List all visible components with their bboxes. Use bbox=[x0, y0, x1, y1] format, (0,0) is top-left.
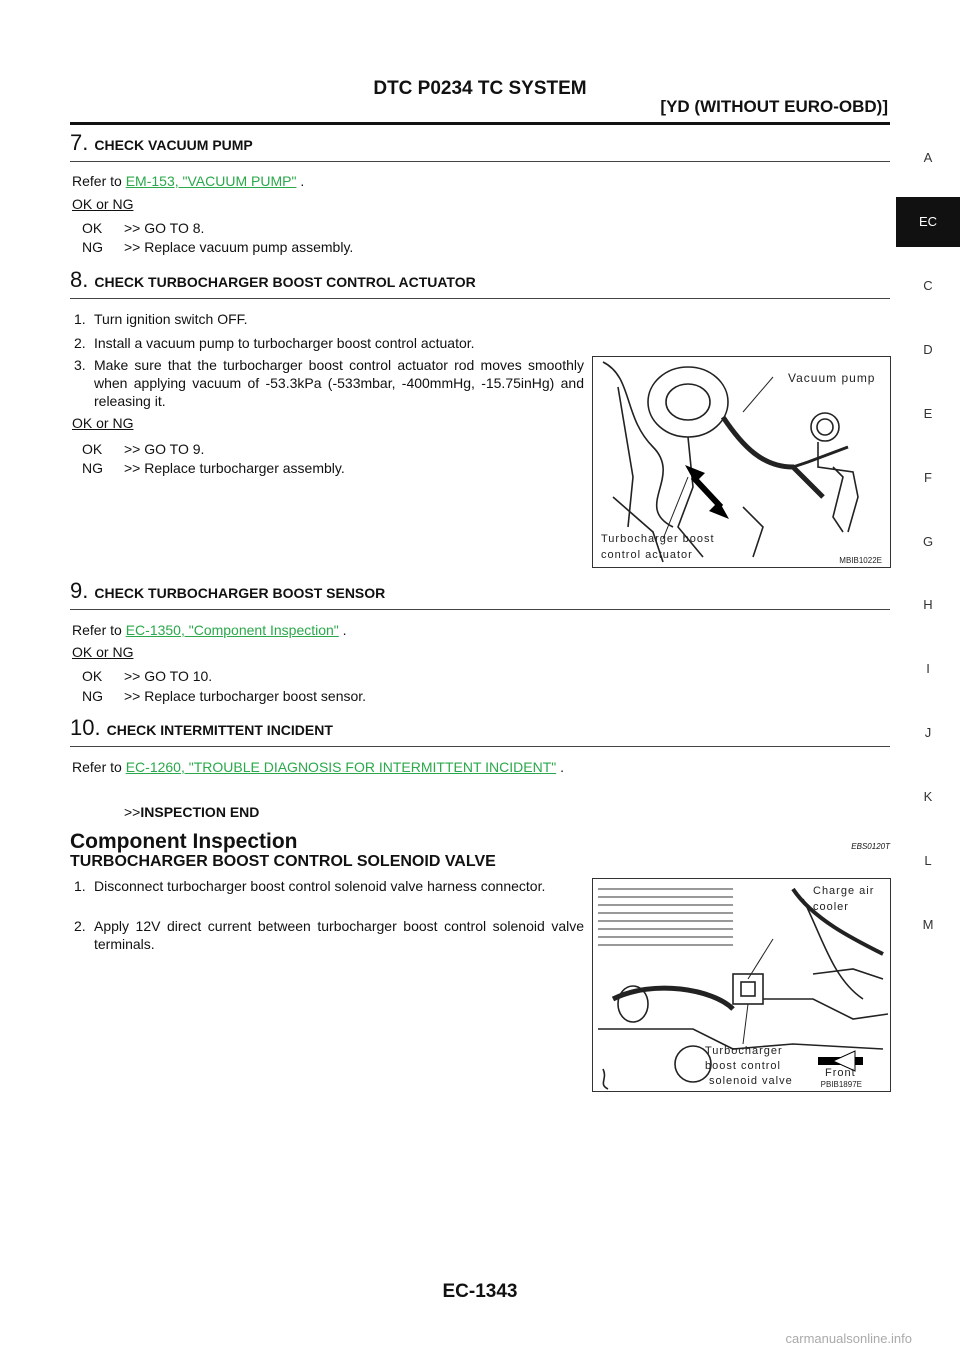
link-em-153[interactable]: EM-153, "VACUUM PUMP" bbox=[125, 173, 297, 189]
figure-code: PBIB1897E bbox=[820, 1080, 862, 1089]
component-inspection-code: EBS0120T bbox=[851, 842, 890, 851]
tab-a[interactable]: A bbox=[923, 150, 933, 165]
component-inspection-heading: Component Inspection bbox=[70, 830, 298, 853]
step-10-title: 10. CHECK INTERMITTENT INCIDENT bbox=[70, 715, 333, 740]
step-7-ok: OK >> GO TO 8. bbox=[82, 220, 205, 236]
page-subtitle: [YD (WITHOUT EURO-OBD)] bbox=[660, 97, 888, 116]
step-10-refer: Refer to EC-1260, "TROUBLE DIAGNOSIS FOR INTERMITTENT INCIDENT" . bbox=[72, 759, 564, 775]
tab-k[interactable]: K bbox=[923, 789, 933, 804]
step-8-okng: OK or NG bbox=[72, 415, 134, 431]
tab-h[interactable]: H bbox=[923, 597, 933, 612]
figure-label-front: Front bbox=[825, 1067, 856, 1079]
step-7-refer: Refer to EM-153, "VACUUM PUMP" . bbox=[72, 173, 305, 189]
step-9-title: 9. CHECK TURBOCHARGER BOOST SENSOR bbox=[70, 578, 386, 603]
link-ec-1260[interactable]: EC-1260, "TROUBLE DIAGNOSIS FOR INTERMITTENT INCIDENT" bbox=[125, 759, 557, 775]
section-tabs bbox=[896, 0, 960, 1358]
step-7-rule bbox=[70, 161, 890, 162]
header-rule bbox=[70, 122, 890, 125]
step-8-ng: NG >> Replace turbocharger assembly. bbox=[82, 460, 345, 476]
step-8-list: 1. Turn ignition switch OFF. 2. Install a vacuum pump to turbocharger boost control actuator. 3. Make sure that the turbocharger boost control actuator rod moves smoothly when applying vacuum of -53.3kPa (-533mbar, -400mmHg, -15.75inHg) and releasing it. bbox=[74, 311, 584, 409]
step-9-okng: OK or NG bbox=[72, 644, 134, 660]
step-8-number: 8. bbox=[70, 267, 89, 292]
step-9-rule bbox=[70, 609, 890, 610]
figure-label-charge-air-1: Charge air bbox=[813, 885, 875, 897]
component-subheading: TURBOCHARGER BOOST CONTROL SOLENOID VALVE bbox=[70, 853, 496, 870]
step-10-rule bbox=[70, 746, 890, 747]
step-8-title: 8. CHECK TURBOCHARGER BOOST CONTROL ACTUATOR bbox=[70, 267, 476, 292]
tab-l[interactable]: L bbox=[924, 853, 932, 868]
tab-j[interactable]: J bbox=[924, 725, 932, 740]
component-list: 1. Disconnect turbocharger boost control solenoid valve harness connector. 2. Apply 12V direct current between turbocharger boost control solenoid valve terminals. bbox=[74, 878, 584, 952]
figure-label-charge-air-2: cooler bbox=[813, 901, 849, 913]
tab-g[interactable]: G bbox=[922, 534, 934, 549]
tab-d[interactable]: D bbox=[923, 342, 933, 357]
figure-label-vacuum-pump: Vacuum pump bbox=[788, 371, 876, 385]
tab-c[interactable]: C bbox=[923, 278, 933, 293]
tab-e[interactable]: E bbox=[923, 406, 933, 421]
step-10-end: >>INSPECTION END bbox=[124, 804, 260, 820]
step-7-okng: OK or NG bbox=[72, 196, 134, 212]
vacuum-pump-figure bbox=[592, 356, 891, 568]
tab-m[interactable]: M bbox=[922, 917, 934, 932]
step-7-number: 7. bbox=[70, 130, 89, 155]
figure-label-solenoid-1: Turbocharger bbox=[705, 1045, 783, 1057]
link-ec-1350[interactable]: EC-1350, "Component Inspection" bbox=[125, 622, 339, 638]
solenoid-valve-figure bbox=[592, 878, 891, 1092]
figure-label-solenoid-3: solenoid valve bbox=[709, 1075, 793, 1087]
figure-label-actuator-2: control actuator bbox=[601, 549, 693, 561]
step-9-refer: Refer to EC-1350, "Component Inspection" . bbox=[72, 622, 347, 638]
tab-i[interactable]: I bbox=[926, 661, 930, 676]
page-title: DTC P0234 TC SYSTEM bbox=[373, 78, 587, 99]
step-7-ng: NG >> Replace vacuum pump assembly. bbox=[82, 239, 354, 255]
figure-label-solenoid-2: boost control bbox=[705, 1060, 781, 1072]
step-10-number: 10. bbox=[70, 715, 101, 740]
figure-label-actuator-1: Turbocharger boost bbox=[601, 533, 715, 545]
page-number: EC-1343 bbox=[442, 1281, 518, 1302]
figure-code: MBIB1022E bbox=[839, 556, 882, 565]
step-7-title: 7. CHECK VACUUM PUMP bbox=[70, 130, 253, 155]
tab-ec[interactable]: EC bbox=[896, 197, 960, 247]
step-9-number: 9. bbox=[70, 578, 89, 603]
step-9-ok: OK >> GO TO 10. bbox=[82, 668, 213, 684]
step-8-ok: OK >> GO TO 9. bbox=[82, 441, 205, 457]
watermark: carmanualsonline.info bbox=[785, 1331, 912, 1346]
step-9-ng: NG >> Replace turbocharger boost sensor. bbox=[82, 688, 367, 704]
step-8-rule bbox=[70, 298, 890, 299]
tab-f[interactable]: F bbox=[924, 470, 932, 485]
